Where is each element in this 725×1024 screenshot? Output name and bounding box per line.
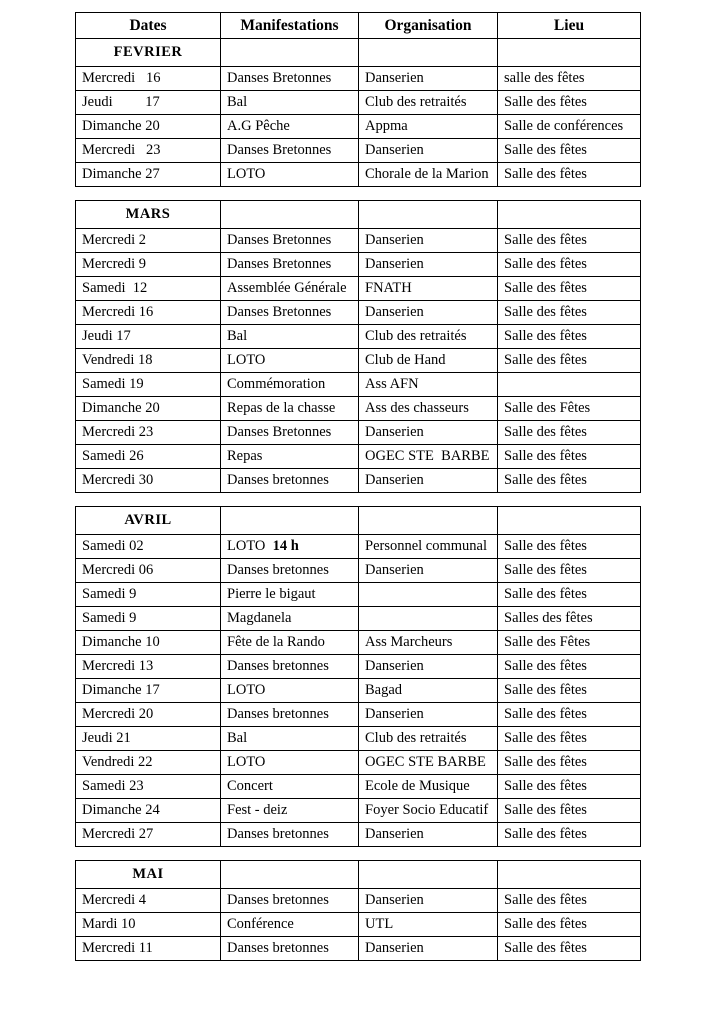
table-cell: Danserien bbox=[359, 703, 498, 727]
table-row bbox=[76, 277, 641, 301]
table-cell: Samedi 02 bbox=[76, 535, 221, 559]
table-cell: Conférence bbox=[221, 913, 359, 937]
table-cell: Danses Bretonnes bbox=[221, 253, 359, 277]
table-header bbox=[76, 13, 641, 39]
table-cell: Concert bbox=[221, 775, 359, 799]
table-cell: Danses bretonnes bbox=[221, 937, 359, 961]
table-cell: Club des retraités bbox=[359, 325, 498, 349]
table-cell: Jeudi 17 bbox=[76, 325, 221, 349]
table-row bbox=[76, 631, 641, 655]
table-cell: Danses Bretonnes bbox=[221, 421, 359, 445]
table-cell: Mardi 10 bbox=[76, 913, 221, 937]
table-cell: Mercredi 2 bbox=[76, 229, 221, 253]
events-table-avril bbox=[75, 506, 641, 847]
table-cell: Salles des fêtes bbox=[498, 607, 641, 631]
table-row bbox=[76, 775, 641, 799]
table-cell: Club des retraités bbox=[359, 727, 498, 751]
table-row bbox=[76, 937, 641, 961]
table-row bbox=[76, 349, 641, 373]
table-cell: Dimanche 27 bbox=[76, 163, 221, 187]
table-cell bbox=[359, 607, 498, 631]
plain-text: LOTO bbox=[227, 538, 273, 555]
table-cell: Salle des fêtes bbox=[498, 583, 641, 607]
table-cell: Salle des fêtes bbox=[498, 325, 641, 349]
table-row bbox=[76, 823, 641, 847]
table-cell bbox=[221, 535, 359, 559]
table-cell: Salle des fêtes bbox=[498, 253, 641, 277]
table-cell: Salle des fêtes bbox=[498, 469, 641, 493]
table-row bbox=[76, 799, 641, 823]
section-body-mars bbox=[76, 201, 641, 493]
table-cell: Danses bretonnes bbox=[221, 889, 359, 913]
section-title: MAI bbox=[76, 861, 221, 889]
table-cell: Salle de conférences bbox=[498, 115, 641, 139]
table-cell: Mercredi 4 bbox=[76, 889, 221, 913]
table-cell: Mercredi 13 bbox=[76, 655, 221, 679]
table-cell: Dimanche 10 bbox=[76, 631, 221, 655]
table-cell: Repas bbox=[221, 445, 359, 469]
table-row bbox=[76, 679, 641, 703]
table-cell: Pierre le bigaut bbox=[221, 583, 359, 607]
table-cell: Mercredi 06 bbox=[76, 559, 221, 583]
events-table-fevrier bbox=[75, 12, 641, 187]
table-cell: Danses Bretonnes bbox=[221, 67, 359, 91]
table-cell: Mercredi 9 bbox=[76, 253, 221, 277]
table-cell: Danses Bretonnes bbox=[221, 229, 359, 253]
empty-cell bbox=[221, 201, 359, 229]
table-cell: Samedi 12 bbox=[76, 277, 221, 301]
table-cell: Foyer Socio Educatif bbox=[359, 799, 498, 823]
table-cell: Danserien bbox=[359, 139, 498, 163]
table-cell: Mercredi 23 bbox=[76, 421, 221, 445]
table-cell: Salle des fêtes bbox=[498, 301, 641, 325]
table-cell: Danses bretonnes bbox=[221, 655, 359, 679]
header-row bbox=[76, 13, 641, 39]
table-cell: Danses bretonnes bbox=[221, 703, 359, 727]
table-cell: Salle des fêtes bbox=[498, 421, 641, 445]
table-cell: Samedi 26 bbox=[76, 445, 221, 469]
table-cell: Salle des fêtes bbox=[498, 889, 641, 913]
month-row bbox=[76, 861, 641, 889]
table-cell: Ass Marcheurs bbox=[359, 631, 498, 655]
table-row bbox=[76, 325, 641, 349]
table-cell: Club de Hand bbox=[359, 349, 498, 373]
table-cell: Magdanela bbox=[221, 607, 359, 631]
table-cell: Commémoration bbox=[221, 373, 359, 397]
month-row bbox=[76, 507, 641, 535]
table-cell: FNATH bbox=[359, 277, 498, 301]
table-cell: Salle des Fêtes bbox=[498, 397, 641, 421]
empty-cell bbox=[498, 861, 641, 889]
section-body-avril bbox=[76, 507, 641, 847]
table-row bbox=[76, 229, 641, 253]
table-cell: Ass AFN bbox=[359, 373, 498, 397]
table-row bbox=[76, 889, 641, 913]
table-cell bbox=[498, 373, 641, 397]
table-row bbox=[76, 373, 641, 397]
table-cell: Samedi 19 bbox=[76, 373, 221, 397]
table-cell: Danses Bretonnes bbox=[221, 139, 359, 163]
section-title: AVRIL bbox=[76, 507, 221, 535]
table-cell: Bal bbox=[221, 727, 359, 751]
table-row bbox=[76, 67, 641, 91]
table-cell: Salle des fêtes bbox=[498, 445, 641, 469]
table-cell: Salle des fêtes bbox=[498, 703, 641, 727]
table-cell: OGEC STE BARBE bbox=[359, 445, 498, 469]
table-cell: Dimanche 24 bbox=[76, 799, 221, 823]
empty-cell bbox=[359, 201, 498, 229]
table-cell: salle des fêtes bbox=[498, 67, 641, 91]
table-cell: Salle des fêtes bbox=[498, 277, 641, 301]
table-row bbox=[76, 301, 641, 325]
table-cell: Dimanche 17 bbox=[76, 679, 221, 703]
table-cell: Fête de la Rando bbox=[221, 631, 359, 655]
table-cell: Vendredi 18 bbox=[76, 349, 221, 373]
table-cell: Danserien bbox=[359, 253, 498, 277]
table-row bbox=[76, 445, 641, 469]
table-cell: Dimanche 20 bbox=[76, 397, 221, 421]
table-cell: Danserien bbox=[359, 823, 498, 847]
table-cell: Bal bbox=[221, 91, 359, 115]
table-cell: Danses bretonnes bbox=[221, 469, 359, 493]
table-cell: Vendredi 22 bbox=[76, 751, 221, 775]
table-row bbox=[76, 91, 641, 115]
table-cell: Samedi 9 bbox=[76, 607, 221, 631]
table-cell: Mercredi 27 bbox=[76, 823, 221, 847]
table-cell: Mercredi 30 bbox=[76, 469, 221, 493]
section-body-fevrier bbox=[76, 39, 641, 187]
month-row bbox=[76, 201, 641, 229]
table-cell: Salle des fêtes bbox=[498, 139, 641, 163]
table-cell: Salle des fêtes bbox=[498, 559, 641, 583]
table-cell: LOTO bbox=[221, 349, 359, 373]
table-cell: Salle des fêtes bbox=[498, 349, 641, 373]
empty-cell bbox=[498, 39, 641, 67]
table-cell: Salle des fêtes bbox=[498, 751, 641, 775]
table-cell: Danserien bbox=[359, 469, 498, 493]
empty-cell bbox=[498, 507, 641, 535]
table-row bbox=[76, 535, 641, 559]
table-row bbox=[76, 559, 641, 583]
table-cell: Salle des fêtes bbox=[498, 775, 641, 799]
month-row bbox=[76, 39, 641, 67]
section-title: FEVRIER bbox=[76, 39, 221, 67]
empty-cell bbox=[359, 861, 498, 889]
events-table-mars bbox=[75, 200, 641, 493]
empty-cell bbox=[221, 39, 359, 67]
events-table-mai bbox=[75, 860, 641, 961]
table-cell: Danserien bbox=[359, 229, 498, 253]
table-cell: Salle des fêtes bbox=[498, 91, 641, 115]
table-cell: Chorale de la Marion bbox=[359, 163, 498, 187]
bold-text: 14 h bbox=[272, 538, 299, 555]
table-cell: Danses bretonnes bbox=[221, 823, 359, 847]
table-row bbox=[76, 163, 641, 187]
column-header-organisation: Organisation bbox=[359, 13, 498, 39]
table-cell: Mercredi 11 bbox=[76, 937, 221, 961]
table-cell: Personnel communal bbox=[359, 535, 498, 559]
table-cell: Danserien bbox=[359, 937, 498, 961]
table-cell: Danses bretonnes bbox=[221, 559, 359, 583]
table-cell: Salle des fêtes bbox=[498, 655, 641, 679]
table-cell: Mercredi 23 bbox=[76, 139, 221, 163]
table-cell: Mercredi 16 bbox=[76, 67, 221, 91]
table-cell: Assemblée Générale bbox=[221, 277, 359, 301]
table-cell: Repas de la chasse bbox=[221, 397, 359, 421]
table-row bbox=[76, 751, 641, 775]
table-cell: Salle des fêtes bbox=[498, 823, 641, 847]
table-cell: OGEC STE BARBE bbox=[359, 751, 498, 775]
table-cell: Danserien bbox=[359, 655, 498, 679]
table-cell: Salle des fêtes bbox=[498, 937, 641, 961]
empty-cell bbox=[221, 507, 359, 535]
empty-cell bbox=[359, 507, 498, 535]
table-row bbox=[76, 703, 641, 727]
table-row bbox=[76, 655, 641, 679]
table-cell: Salle des fêtes bbox=[498, 163, 641, 187]
table-cell: Mercredi 20 bbox=[76, 703, 221, 727]
table-cell: LOTO bbox=[221, 163, 359, 187]
table-row bbox=[76, 469, 641, 493]
table-cell: Salle des Fêtes bbox=[498, 631, 641, 655]
section-body-mai bbox=[76, 861, 641, 961]
table-cell: Ass des chasseurs bbox=[359, 397, 498, 421]
table-row bbox=[76, 913, 641, 937]
table-row bbox=[76, 421, 641, 445]
table-cell: Jeudi 21 bbox=[76, 727, 221, 751]
table-cell: Salle des fêtes bbox=[498, 535, 641, 559]
table-cell: Bal bbox=[221, 325, 359, 349]
column-header-manifestations: Manifestations bbox=[221, 13, 359, 39]
empty-cell bbox=[359, 39, 498, 67]
table-row bbox=[76, 115, 641, 139]
table-cell: LOTO bbox=[221, 751, 359, 775]
table-cell: UTL bbox=[359, 913, 498, 937]
table-cell: Danses Bretonnes bbox=[221, 301, 359, 325]
table-cell: Club des retraités bbox=[359, 91, 498, 115]
table-cell: Danserien bbox=[359, 559, 498, 583]
table-cell: Salle des fêtes bbox=[498, 679, 641, 703]
table-cell: Fest - deiz bbox=[221, 799, 359, 823]
table-cell: Danserien bbox=[359, 421, 498, 445]
column-header-dates: Dates bbox=[76, 13, 221, 39]
table-cell: Samedi 9 bbox=[76, 583, 221, 607]
table-row bbox=[76, 607, 641, 631]
table-row bbox=[76, 139, 641, 163]
table-cell: Danserien bbox=[359, 67, 498, 91]
table-cell: Bagad bbox=[359, 679, 498, 703]
empty-cell bbox=[221, 861, 359, 889]
table-cell: Salle des fêtes bbox=[498, 799, 641, 823]
table-row bbox=[76, 253, 641, 277]
table-cell: Dimanche 20 bbox=[76, 115, 221, 139]
empty-cell bbox=[498, 201, 641, 229]
table-row bbox=[76, 583, 641, 607]
table-cell: Jeudi 17 bbox=[76, 91, 221, 115]
table-cell: Salle des fêtes bbox=[498, 229, 641, 253]
table-cell: Salle des fêtes bbox=[498, 913, 641, 937]
table-cell: A.G Pêche bbox=[221, 115, 359, 139]
table-cell: Danserien bbox=[359, 889, 498, 913]
table-cell: Mercredi 16 bbox=[76, 301, 221, 325]
table-cell: Salle des fêtes bbox=[498, 727, 641, 751]
table-cell: Danserien bbox=[359, 301, 498, 325]
section-title: MARS bbox=[76, 201, 221, 229]
table-cell: Samedi 23 bbox=[76, 775, 221, 799]
table-cell: LOTO bbox=[221, 679, 359, 703]
table-cell: Appma bbox=[359, 115, 498, 139]
table-row bbox=[76, 397, 641, 421]
column-header-lieu: Lieu bbox=[498, 13, 641, 39]
table-cell bbox=[359, 583, 498, 607]
table-cell: Ecole de Musique bbox=[359, 775, 498, 799]
table-row bbox=[76, 727, 641, 751]
